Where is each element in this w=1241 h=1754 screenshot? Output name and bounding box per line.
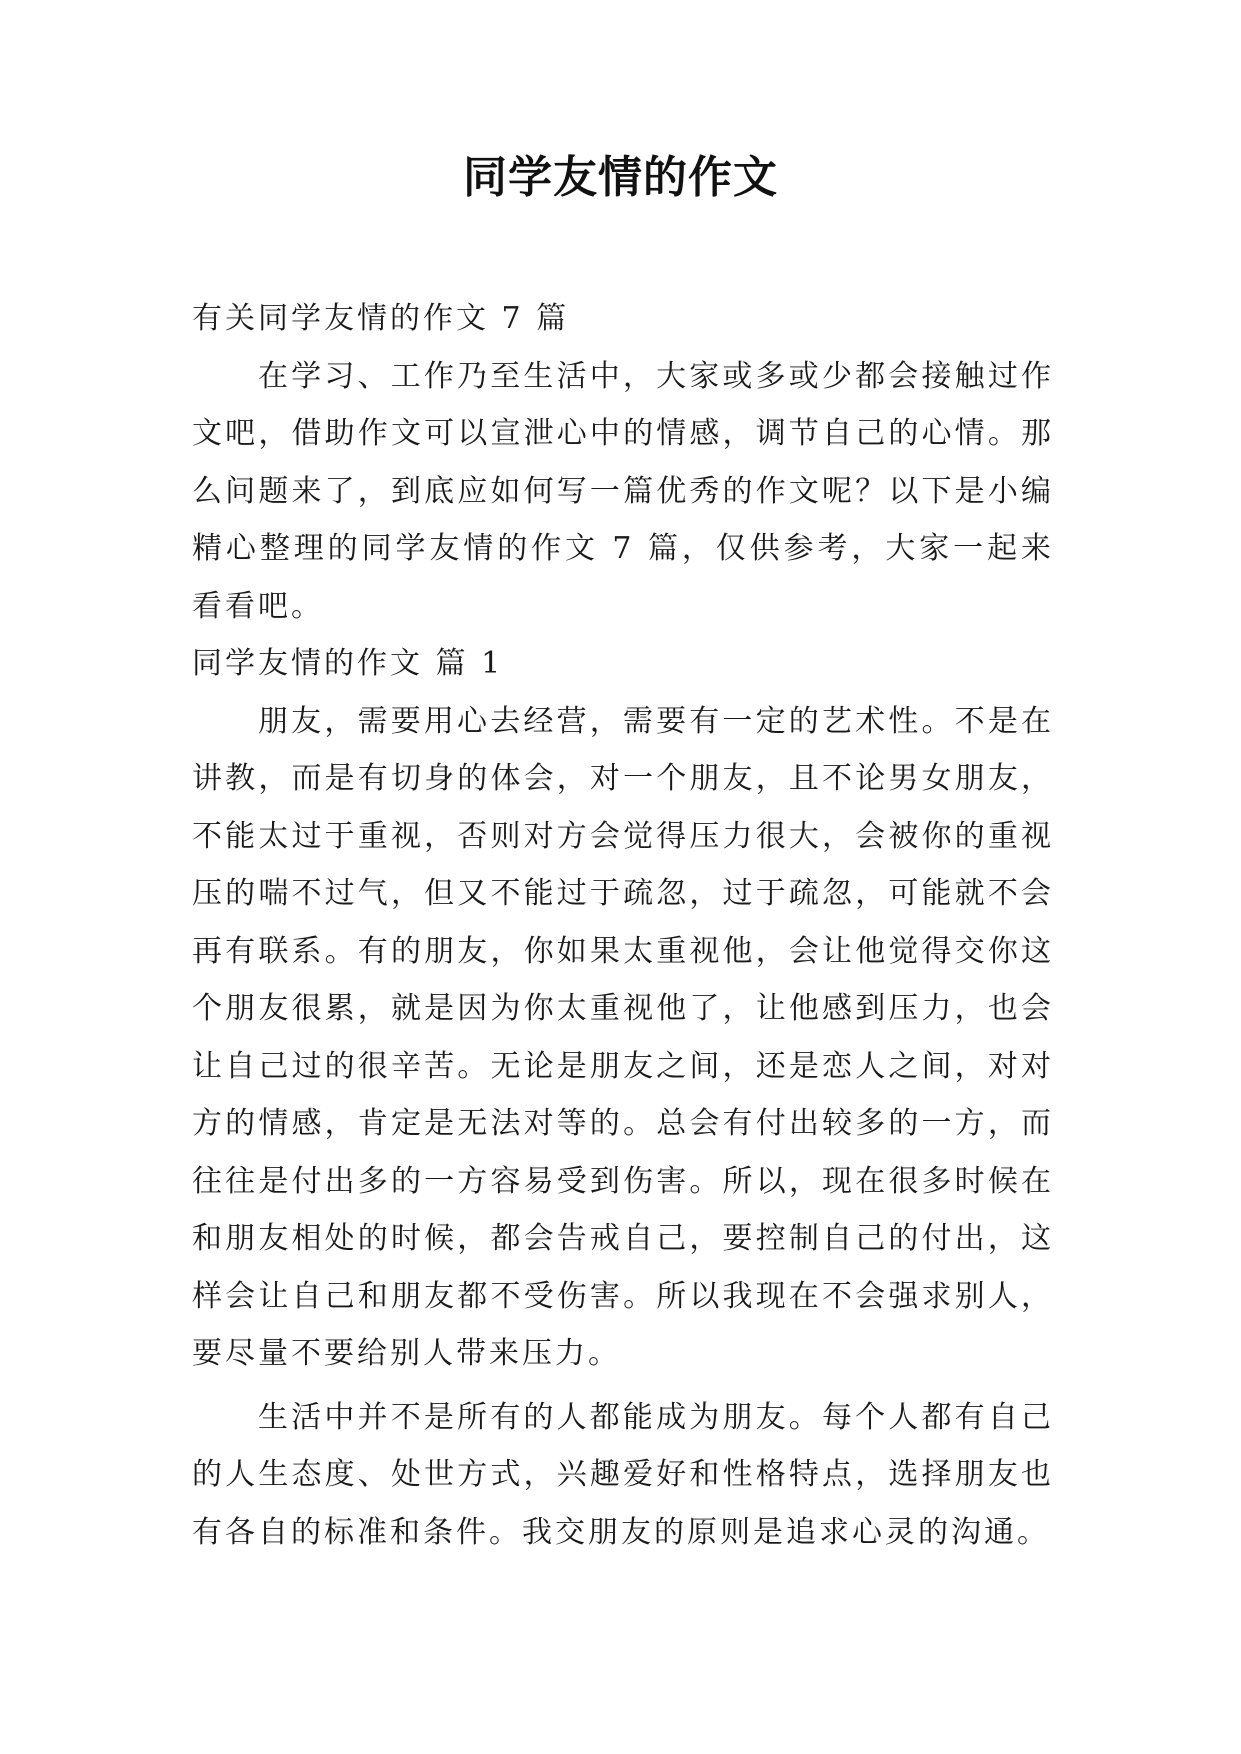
document-title: 同学友情的作文: [463, 152, 778, 203]
document-body: [192, 290, 1054, 1561]
body-paragraph-2: 生活中并不是所有的人都能成为朋友。每个人都有自己的人生态度、处世方式，兴趣爱好和性格特点，选择朋友也有各自的标准和条件。我交朋友的原则是追求心灵的沟通。: [192, 1399, 1054, 1550]
intro-paragraph: 在学习、工作乃至生活中，大家或多或少都会接触过作文吧，借助作文可以宣泄心中的情感，调节自己的心情。那么问题来了，到底应如何写一篇优秀的作文呢？以下是小编精心整理的同学友情的作文 7 篇，仅供参考，大家一起来看看吧。: [192, 358, 1054, 624]
body-paragraph-1: 朋友，需要用心去经营，需要有一定的艺术性。不是在讲教，而是有切身的体会，对一个朋友，且不论男女朋友，不能太过于重视，否则对方会觉得压力很大，会被你的重视压的喘不过气，但又不能过于疏忽，过于疏忽，可能就不会再有联系。有的朋友，你如果太重视他，会让他觉得交你这个朋友很累，就是因为你太重视他了，让他感到压力，也会让自己过的很辛苦。无论是朋友之间，还是恋人之间，对对方的情感，肯定是无法对等的。总会有付出较多的一方，而往往是付出多的一方容易受到伤害。所以，现在很多时候在和朋友相处的时候，都会告戒自己，要控制自己的付出，这样会让自己和朋友都不受伤害。所以我现在不会强求别人，要尽量不要给别人带来压力。: [192, 703, 1054, 1371]
section-heading: 同学友情的作文 篇 1: [192, 646, 504, 681]
intro-heading: 有关同学友情的作文 7 篇: [192, 301, 570, 336]
